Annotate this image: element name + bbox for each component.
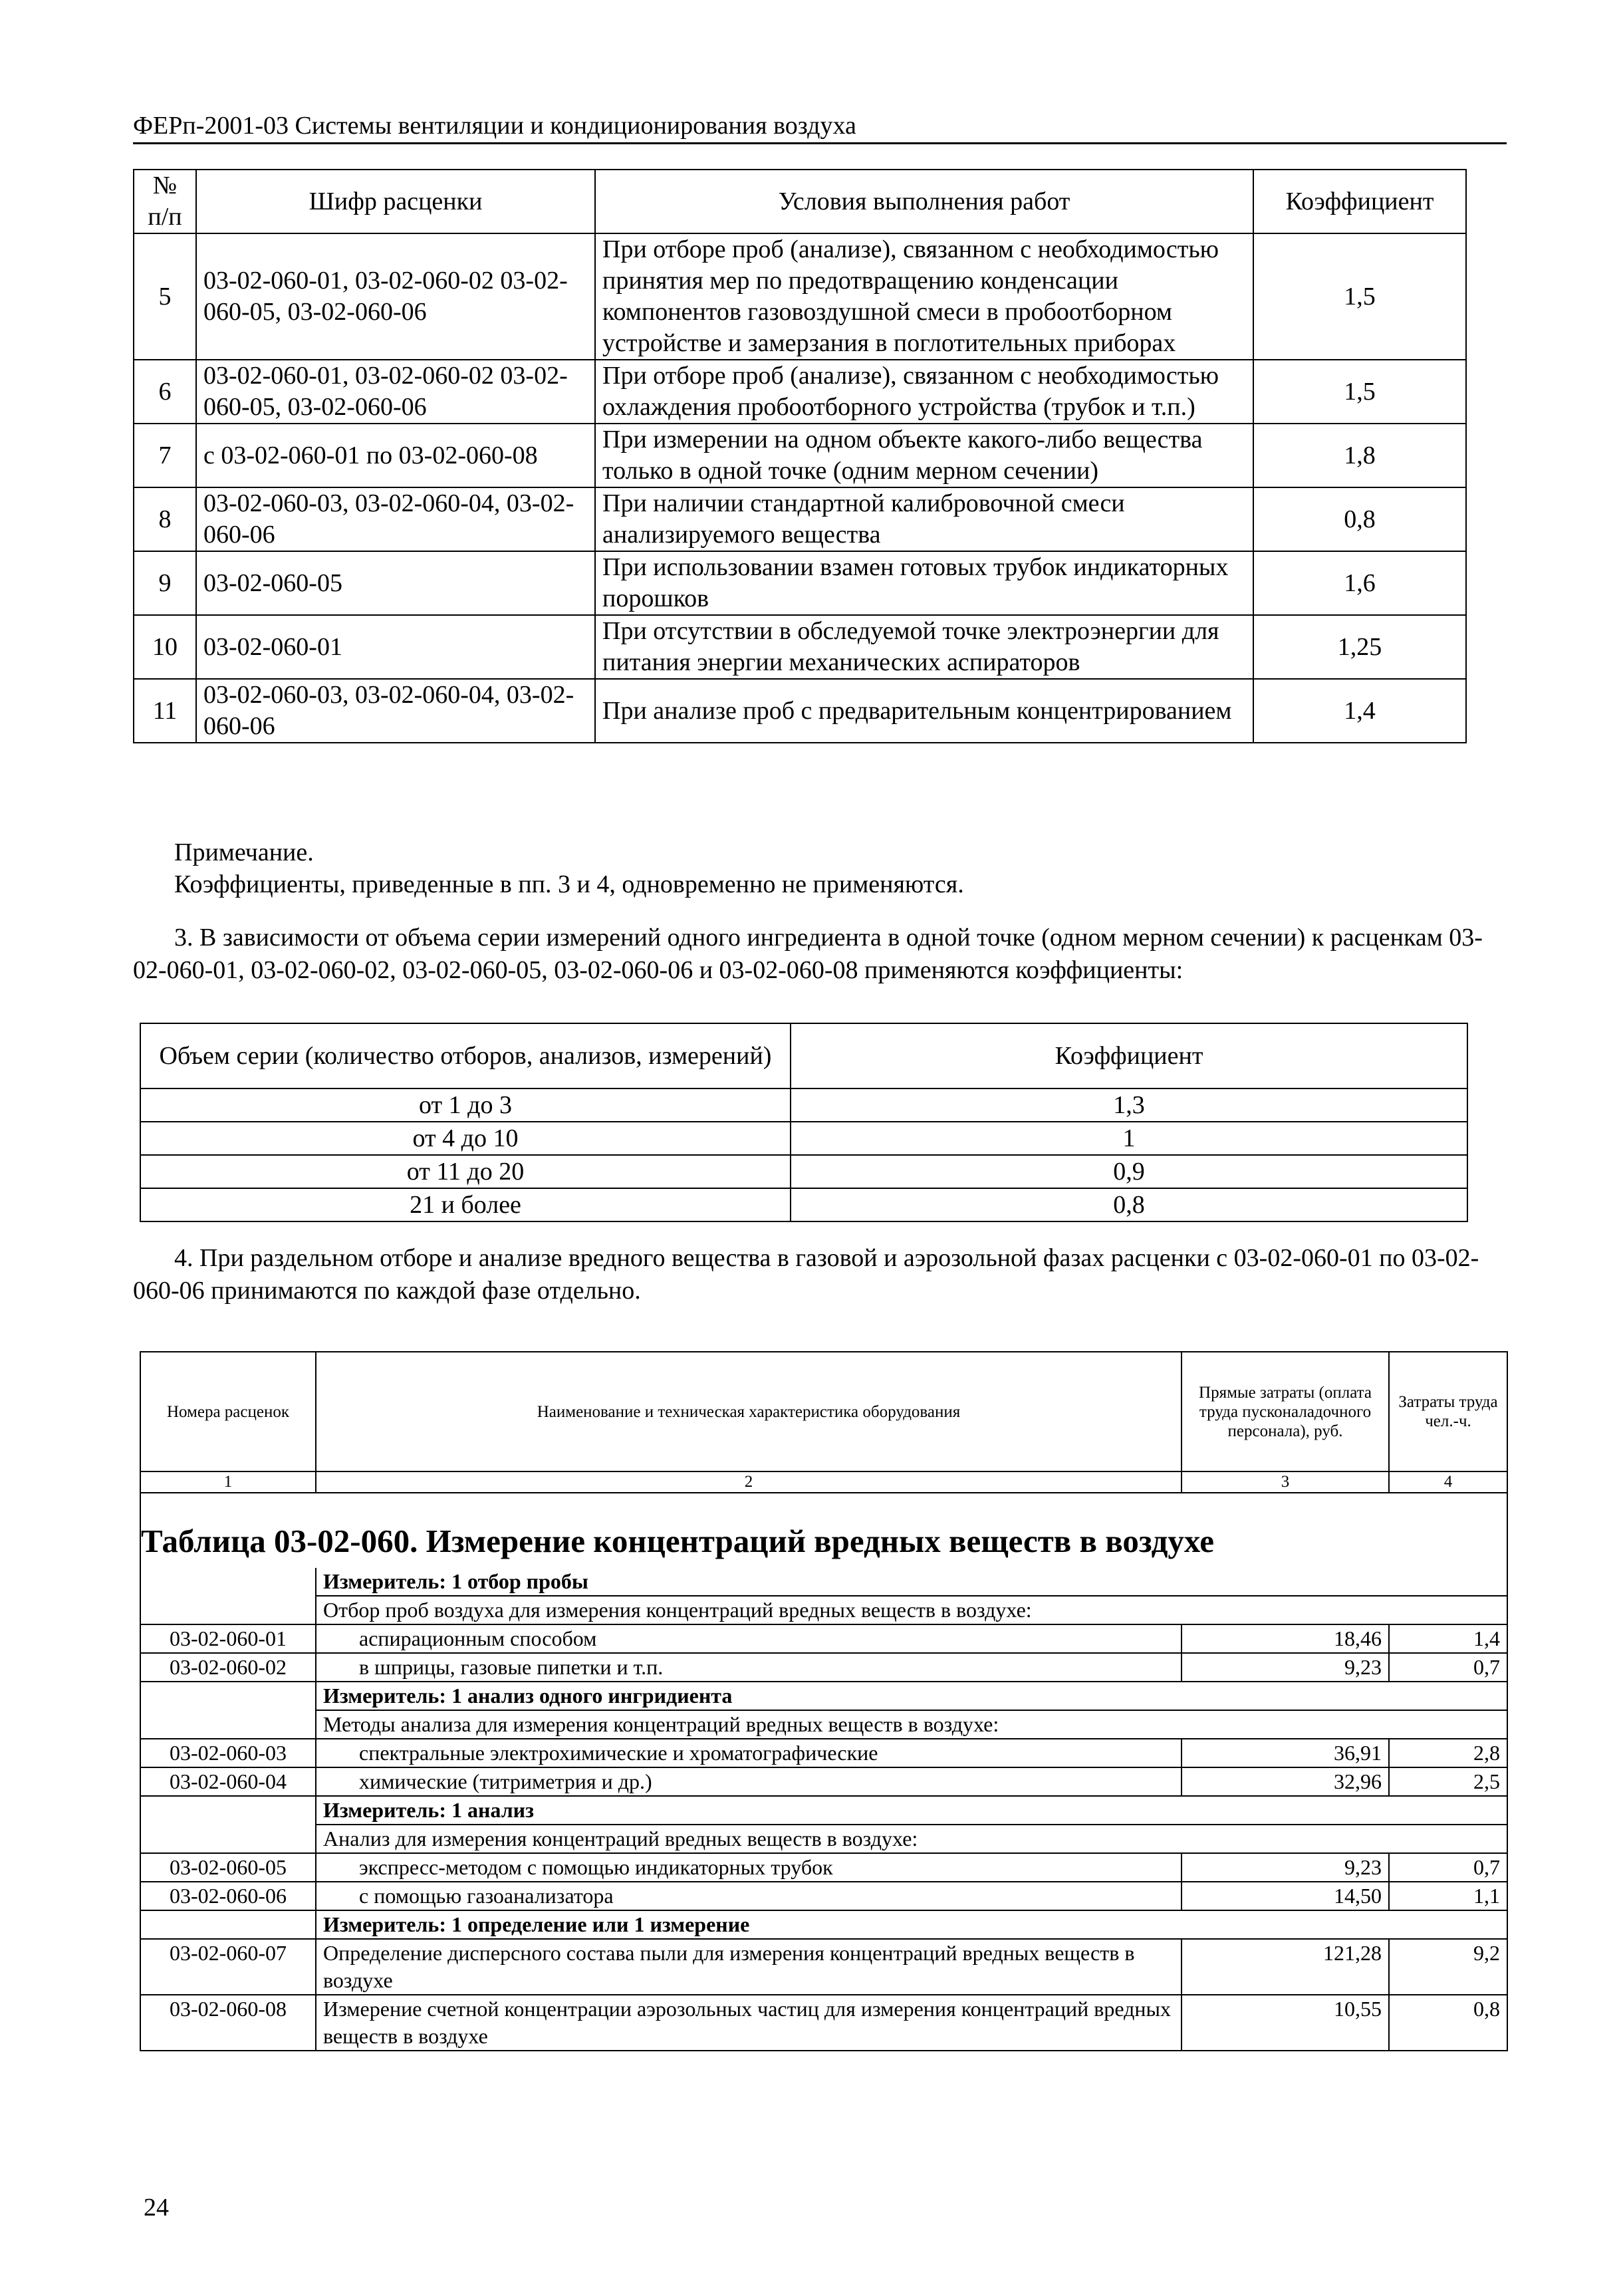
rate-code: 03-02-060-02	[140, 1653, 316, 1682]
coefficient: 1,5	[1253, 360, 1466, 424]
measure-label: Измеритель: 1 определение или 1 измерение	[316, 1910, 1507, 1939]
row-number: 6	[134, 360, 196, 424]
equipment-name: с помощью газоанализатора	[316, 1882, 1182, 1910]
page-number: 24	[144, 2194, 169, 2222]
rate-code: 03-02-060-01	[140, 1624, 316, 1653]
col-series-header: Объем серии (количество отборов, анализов, измерений)	[140, 1023, 791, 1088]
equipment-name: спектральные электрохимические и хроматографические	[316, 1739, 1182, 1767]
table-row	[140, 1995, 1507, 2051]
direct-cost: 9,23	[1182, 1653, 1389, 1682]
measure-label: Измеритель: 1 отбор пробы	[316, 1568, 1507, 1596]
series-range: от 11 до 20	[140, 1155, 791, 1188]
column-number: 2	[316, 1471, 1182, 1493]
empty-cell	[140, 1796, 316, 1825]
col-number-header: № п/п	[134, 170, 196, 233]
col-labor-header: Затраты труда чел.-ч.	[1389, 1352, 1507, 1471]
table-row	[140, 1767, 1507, 1796]
coefficient: 1,5	[1253, 233, 1466, 360]
direct-cost: 14,50	[1182, 1882, 1389, 1910]
labor-cost: 1,4	[1389, 1624, 1507, 1653]
rate-code: 03-02-060-05	[196, 551, 595, 615]
row-number: 7	[134, 424, 196, 487]
labor-cost: 9,2	[1389, 1939, 1507, 1995]
table-row	[134, 679, 1466, 743]
coefficient: 1,8	[1253, 424, 1466, 487]
labor-cost: 0,7	[1389, 1853, 1507, 1882]
rate-code: 03-02-060-07	[140, 1939, 316, 1995]
work-conditions: При наличии стандартной калибровочной смеси анализируемого вещества	[595, 487, 1253, 551]
empty-cell	[140, 1596, 316, 1624]
empty-cell	[140, 1710, 316, 1739]
col-conditions-header: Условия выполнения работ	[595, 170, 1253, 233]
row-number: 11	[134, 679, 196, 743]
paragraph-3: 3. В зависимости от объема серии измерений одного ингредиента в одной точке (одном мерном сечении) к расценкам 03-02-060-01, 03-02-060-02, 03-02-060-05, 03-02-060-06 и 03-02-060-08 применяются коэффициенты:	[133, 924, 1483, 984]
column-number: 4	[1389, 1471, 1507, 1493]
row-number: 5	[134, 233, 196, 360]
rate-code: 03-02-060-03, 03-02-060-04, 03-02-060-06	[196, 679, 595, 743]
table-row	[134, 424, 1466, 487]
table-row	[140, 1882, 1507, 1910]
table-header-row	[140, 1023, 1467, 1088]
measure-row	[140, 1568, 1507, 1596]
table-header-row	[140, 1352, 1507, 1471]
table-row	[134, 233, 1466, 360]
equipment-name: Определение дисперсного состава пыли для измерения концентраций вредных веществ в воздухе	[316, 1939, 1182, 1995]
equipment-name: экспресс-методом с помощью индикаторных трубок	[316, 1853, 1182, 1882]
labor-cost: 2,8	[1389, 1739, 1507, 1767]
running-header: ФЕРп-2001-03 Системы вентиляции и кондиционирования воздуха	[133, 110, 1507, 144]
work-conditions: При отсутствии в обследуемой точке электроэнергии для питания энергии механических аспираторов	[595, 615, 1253, 679]
labor-cost: 1,1	[1389, 1882, 1507, 1910]
table-row	[140, 1624, 1507, 1653]
row-number: 9	[134, 551, 196, 615]
column-number-row	[140, 1471, 1507, 1493]
table-row	[134, 360, 1466, 424]
work-conditions: При отборе проб (анализе), связанном с необходимостью охлаждения пробоотборного устройства (трубок и т.п.)	[595, 360, 1253, 424]
work-conditions: При измерении на одном объекте какого-либо вещества только в одной точке (одним мерном сечении)	[595, 424, 1253, 487]
table-row	[140, 1155, 1467, 1188]
note-title: Примечание.	[174, 838, 314, 866]
table-title-row	[140, 1493, 1507, 1568]
direct-cost: 36,91	[1182, 1739, 1389, 1767]
measure-row	[140, 1796, 1507, 1825]
table-row	[140, 1939, 1507, 1995]
coefficients-table	[133, 169, 1467, 743]
coefficient: 1,3	[791, 1088, 1467, 1122]
series-volume-table	[140, 1023, 1468, 1222]
table-row	[134, 615, 1466, 679]
subtitle-row	[140, 1596, 1507, 1624]
series-range: от 4 до 10	[140, 1122, 791, 1155]
col-coefficient-header: Коэффициент	[791, 1023, 1467, 1088]
coefficient: 1	[791, 1122, 1467, 1155]
group-subtitle: Методы анализа для измерения концентраций вредных веществ в воздухе:	[316, 1710, 1507, 1739]
labor-cost: 2,5	[1389, 1767, 1507, 1796]
rate-code: 03-02-060-05	[140, 1853, 316, 1882]
equipment-name: аспирационным способом	[316, 1624, 1182, 1653]
rate-code: 03-02-060-08	[140, 1995, 316, 2051]
coefficient: 1,25	[1253, 615, 1466, 679]
coefficient: 0,8	[1253, 487, 1466, 551]
series-range: 21 и более	[140, 1188, 791, 1221]
col-rate-numbers-header: Номера расценок	[140, 1352, 316, 1471]
measure-row	[140, 1910, 1507, 1939]
coefficient: 0,8	[791, 1188, 1467, 1221]
rates-table	[140, 1351, 1508, 2051]
group-subtitle: Отбор проб воздуха для измерения концентраций вредных веществ в воздухе:	[316, 1596, 1507, 1624]
measure-label: Измеритель: 1 анализ одного ингридиента	[316, 1682, 1507, 1710]
col-code-header: Шифр расценки	[196, 170, 595, 233]
table-header-row	[134, 170, 1466, 233]
row-number: 10	[134, 615, 196, 679]
coefficient: 1,6	[1253, 551, 1466, 615]
note-block	[174, 836, 964, 900]
empty-cell	[140, 1682, 316, 1710]
table-row	[140, 1653, 1507, 1682]
rate-code: 03-02-060-01	[196, 615, 595, 679]
work-conditions: При анализе проб с предварительным концентрированием	[595, 679, 1253, 743]
table-row	[140, 1739, 1507, 1767]
empty-cell	[140, 1568, 316, 1596]
col-name-header: Наименование и техническая характеристика оборудования	[316, 1352, 1182, 1471]
direct-cost: 18,46	[1182, 1624, 1389, 1653]
table-title: Таблица 03-02-060. Измерение концентраций вредных веществ в воздухе	[140, 1493, 1507, 1568]
column-number: 3	[1182, 1471, 1389, 1493]
equipment-name: химические (титриметрия и др.)	[316, 1767, 1182, 1796]
direct-cost: 32,96	[1182, 1767, 1389, 1796]
direct-cost: 9,23	[1182, 1853, 1389, 1882]
empty-cell	[140, 1825, 316, 1853]
empty-cell	[140, 1910, 316, 1939]
table-row	[140, 1188, 1467, 1221]
table-row	[140, 1853, 1507, 1882]
table-row	[140, 1088, 1467, 1122]
rate-code: 03-02-060-04	[140, 1767, 316, 1796]
note-text: Коэффициенты, приведенные в пп. 3 и 4, одновременно не применяются.	[174, 870, 964, 898]
rate-code: 03-02-060-03	[140, 1739, 316, 1767]
rate-code: 03-02-060-01, 03-02-060-02 03-02-060-05, 03-02-060-06	[196, 233, 595, 360]
coefficient: 1,4	[1253, 679, 1466, 743]
table-row	[134, 551, 1466, 615]
col-coefficient-header: Коэффициент	[1253, 170, 1466, 233]
subtitle-row	[140, 1710, 1507, 1739]
subtitle-row	[140, 1825, 1507, 1853]
equipment-name: в шприцы, газовые пипетки и т.п.	[316, 1653, 1182, 1682]
rate-code: 03-02-060-01, 03-02-060-02 03-02-060-05, 03-02-060-06	[196, 360, 595, 424]
direct-cost: 121,28	[1182, 1939, 1389, 1995]
col-direct-costs-header: Прямые затраты (оплата труда пусконаладочного персонала), руб.	[1182, 1352, 1389, 1471]
equipment-name: Измерение счетной концентрации аэрозольных частиц для измерения концентраций вредных веществ в воздухе	[316, 1995, 1182, 2051]
measure-row	[140, 1682, 1507, 1710]
rate-code: 03-02-060-03, 03-02-060-04, 03-02-060-06	[196, 487, 595, 551]
row-number: 8	[134, 487, 196, 551]
table-row	[134, 487, 1466, 551]
direct-cost: 10,55	[1182, 1995, 1389, 2051]
work-conditions: При отборе проб (анализе), связанном с необходимостью принятия мер по предотвращению конденсации компонентов газовоздушной смеси в пробоотборном устройстве и замерзания в поглотительных приборах	[595, 233, 1253, 360]
labor-cost: 0,8	[1389, 1995, 1507, 2051]
rate-code: с 03-02-060-01 по 03-02-060-08	[196, 424, 595, 487]
work-conditions: При использовании взамен готовых трубок индикаторных порошков	[595, 551, 1253, 615]
labor-cost: 0,7	[1389, 1653, 1507, 1682]
rate-code: 03-02-060-06	[140, 1882, 316, 1910]
column-number: 1	[140, 1471, 316, 1493]
table-row	[140, 1122, 1467, 1155]
group-subtitle: Анализ для измерения концентраций вредных веществ в воздухе:	[316, 1825, 1507, 1853]
series-range: от 1 до 3	[140, 1088, 791, 1122]
measure-label: Измеритель: 1 анализ	[316, 1796, 1507, 1825]
paragraph-4: 4. При раздельном отборе и анализе вредного вещества в газовой и аэрозольной фазах расценки с 03-02-060-01 по 03-02-060-06 принимаются по каждой фазе отдельно.	[133, 1244, 1479, 1305]
coefficient: 0,9	[791, 1155, 1467, 1188]
